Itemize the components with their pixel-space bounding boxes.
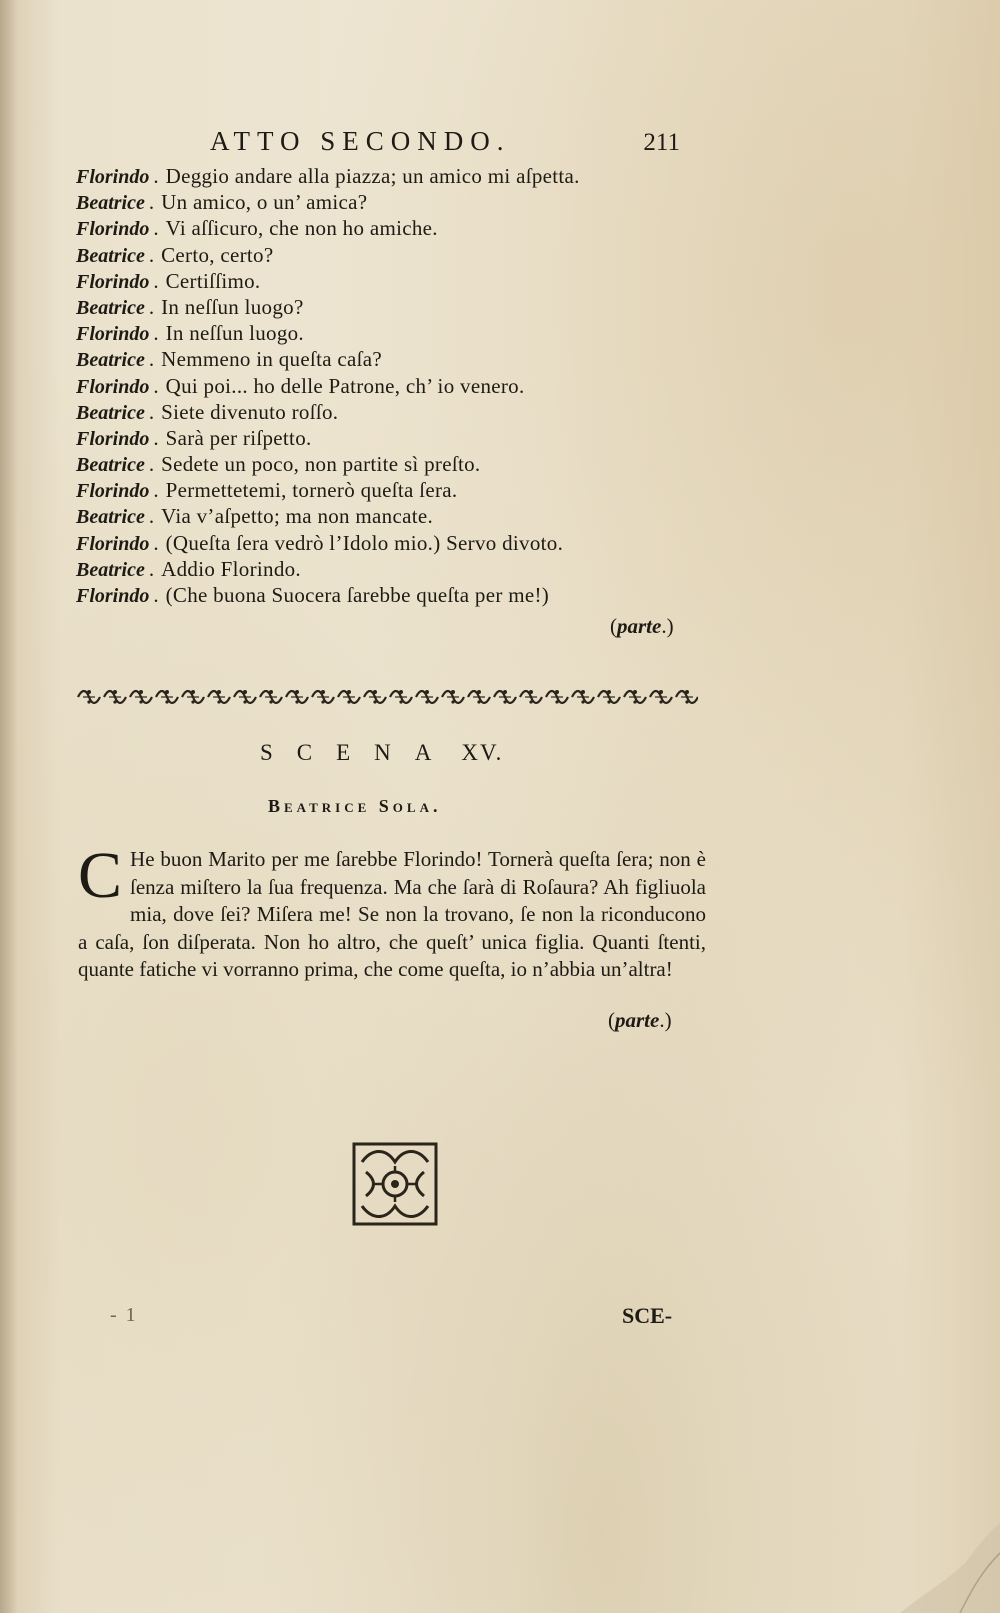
speech-text: (Che buona Suocera ſarebbe queſta per me!): [165, 583, 550, 607]
dialogue-line: [76, 164, 716, 190]
speaker-name: Florindo: [76, 532, 150, 555]
speaker-separator: .: [153, 373, 159, 398]
dialogue-line: [76, 347, 716, 373]
dialogue-line: [76, 269, 716, 295]
speaker-name: Florindo: [76, 480, 150, 503]
dialogue-line: [76, 583, 716, 609]
scene-heading: [260, 740, 503, 766]
speaker-separator: .: [148, 556, 155, 581]
dialogue-line: [76, 295, 716, 321]
speaker-separator: .: [148, 399, 155, 424]
speech-text: In neſſun luogo?: [161, 294, 304, 319]
signature-mark: - 1: [110, 1304, 138, 1326]
dialogue-line: [76, 557, 716, 583]
speaker-name: Florindo: [76, 166, 150, 188]
dialogue-line: [76, 452, 716, 478]
speaker-name: Beatrice: [76, 401, 145, 424]
speaker-name: Florindo: [76, 270, 150, 293]
speech-text: Sedete un poco, non partite sì preſto.: [161, 452, 481, 477]
speech-text: Permettetemi, tornerò queſta ſera.: [165, 478, 458, 503]
speech-text: (Queſta ſera vedrò l’Idolo mio.) Servo divoto.: [165, 530, 564, 555]
dialogue-line: [76, 478, 716, 504]
speech-text: Deggio andare alla piazza; un amico mi aſpetta.: [165, 164, 580, 188]
running-head: [210, 126, 680, 157]
dialogue-line: [76, 426, 716, 452]
page-number: 211: [643, 129, 680, 156]
speaker-separator: .: [153, 268, 159, 293]
speaker-name: Beatrice: [76, 506, 145, 529]
gutter-shadow: [0, 0, 18, 1613]
speech-text: Certiſſimo.: [165, 268, 261, 293]
speaker-separator: .: [148, 347, 155, 372]
dialogue-line: [76, 216, 716, 242]
speaker-name: Florindo: [76, 218, 150, 241]
monologue-exit-direction: (parte.): [608, 1008, 672, 1032]
drop-cap: C: [78, 839, 123, 912]
speaker-separator: .: [153, 425, 159, 450]
speaker-separator: .: [153, 583, 159, 607]
scene-number: XV.: [461, 740, 504, 765]
speaker-name: Beatrice: [76, 192, 145, 215]
speaker-separator: .: [153, 164, 159, 188]
speech-text: In neſſun luogo.: [165, 321, 304, 346]
catchword: SCE-: [622, 1303, 673, 1328]
speaker-separator: .: [153, 216, 159, 241]
dialogue-line: [76, 243, 716, 269]
speaker-separator: .: [153, 530, 159, 555]
scene-word: SCENA: [260, 740, 456, 765]
speech-text: Vi aſſicuro, che non ho amiche.: [165, 216, 438, 241]
dialogue-line: [76, 504, 716, 530]
speaker-name: Florindo: [76, 427, 150, 450]
ornamental-divider: [76, 686, 698, 708]
speaker-name: Florindo: [76, 585, 150, 607]
dialogue-block: [76, 164, 716, 609]
speech-text: Addio Florindo.: [161, 556, 301, 581]
speaker-name: Beatrice: [76, 296, 145, 319]
speech-text: Nemmeno in queſta caſa?: [161, 347, 383, 372]
speaker-separator: .: [148, 452, 155, 477]
speaker-separator: .: [148, 294, 155, 319]
speech-text: Sarà per riſpetto.: [165, 425, 312, 450]
speaker-separator: .: [148, 242, 155, 267]
speech-text: Siete divenuto roſſo.: [161, 399, 339, 424]
running-title: ATTO SECONDO.: [210, 126, 511, 156]
speaker-separator: .: [148, 190, 155, 215]
speaker-name: Florindo: [76, 375, 150, 398]
exit-note-text: parte: [617, 614, 662, 638]
speech-text: Qui poi... ho delle Patrone, ch’ io venero.: [165, 373, 525, 398]
torn-corner: [880, 1523, 1000, 1613]
speaker-separator: .: [153, 321, 159, 346]
speaker-name: Beatrice: [76, 454, 145, 477]
printers-ornament-icon: [352, 1142, 438, 1226]
dialogue-line: [76, 374, 716, 400]
monologue-text: He buon Marito per me ſarebbe Florindo! Tornerà queſta ſera; non è ſenza miſtero la ſua frequenza. Ma che ſarà di Roſaura? Ah figliuola mia, dove ſei? Miſera me! Se non la trovano, ſe non la riconducono a caſa, ſon diſperata. Non ho altro, che queſt’ unica figlia. Quanti ſtenti, quante fatiche vi vorranno prima, che come queſta, io n’abbia un’altra!: [78, 847, 706, 982]
monologue-exit-text: parte: [615, 1008, 660, 1032]
dialogue-line: [76, 190, 716, 216]
speaker-separator: .: [153, 478, 159, 503]
speaker-name: Beatrice: [76, 558, 145, 581]
exit-stage-direction: (parte.): [610, 614, 674, 638]
speech-text: Certo, certo?: [161, 242, 274, 267]
dialogue-line: [76, 400, 716, 426]
speaker-name: Beatrice: [76, 244, 145, 267]
speech-text: Un amico, o un’ amica?: [161, 190, 368, 215]
speech-text: Via v’aſpetto; ma non mancate.: [161, 504, 434, 529]
scene-character: Beatrice Sola.: [268, 796, 442, 816]
dialogue-line: [76, 531, 716, 557]
speaker-name: Florindo: [76, 323, 150, 346]
monologue-paragraph: [78, 839, 706, 984]
speaker-name: Beatrice: [76, 349, 145, 372]
dialogue-line: [76, 321, 716, 347]
speaker-separator: .: [148, 504, 155, 529]
